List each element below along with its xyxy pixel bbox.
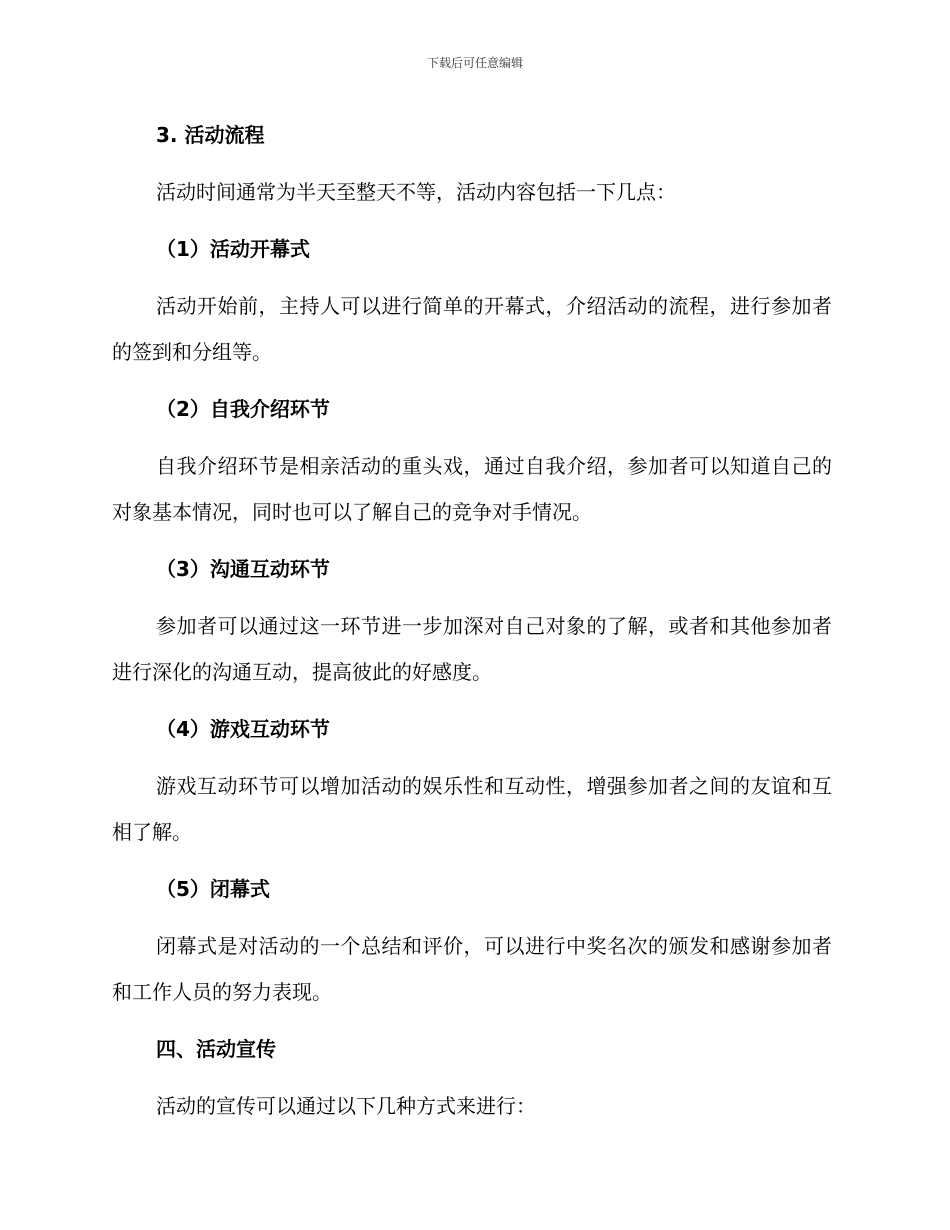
item-heading-5: （5）闭幕式 — [156, 877, 270, 901]
section2-title: 四、活动宣传 — [156, 1037, 276, 1061]
document-body — [112, 112, 832, 1140]
section-intro: 活动时间通常为半天至整天不等，活动内容包括一下几点： — [156, 180, 676, 204]
item-body-2: 自我介绍环节是相亲活动的重头戏，通过自我介绍，参加者可以知道自己的对象基本情况，同时也可以了解自己的竞争对手情况。 — [112, 454, 832, 524]
section2-intro: 活动的宣传可以通过以下几种方式来进行： — [156, 1094, 536, 1118]
section-title: 3. 活动流程 — [156, 123, 265, 147]
item-body-1: 活动开始前，主持人可以进行简单的开幕式，介绍活动的流程，进行参加者的签到和分组等。 — [112, 294, 832, 364]
header-note: 下载后可任意编辑 — [426, 56, 523, 70]
item-heading-2: （2）自我介绍环节 — [156, 397, 330, 421]
item-heading-3: （3）沟通互动环节 — [156, 557, 330, 581]
item-heading-4: （4）游戏互动环节 — [156, 717, 330, 741]
item-body-3: 参加者可以通过这一环节进一步加深对自己对象的了解，或者和其他参加者进行深化的沟通互动，提高彼此的好感度。 — [112, 614, 832, 684]
item-body-4: 游戏互动环节可以增加活动的娱乐性和互动性，增强参加者之间的友谊和互相了解。 — [112, 774, 832, 844]
item-heading-1: （1）活动开幕式 — [156, 237, 310, 261]
item-body-5: 闭幕式是对活动的一个总结和评价，可以进行中奖名次的颁发和感谢参加者和工作人员的努力表现。 — [112, 934, 832, 1004]
